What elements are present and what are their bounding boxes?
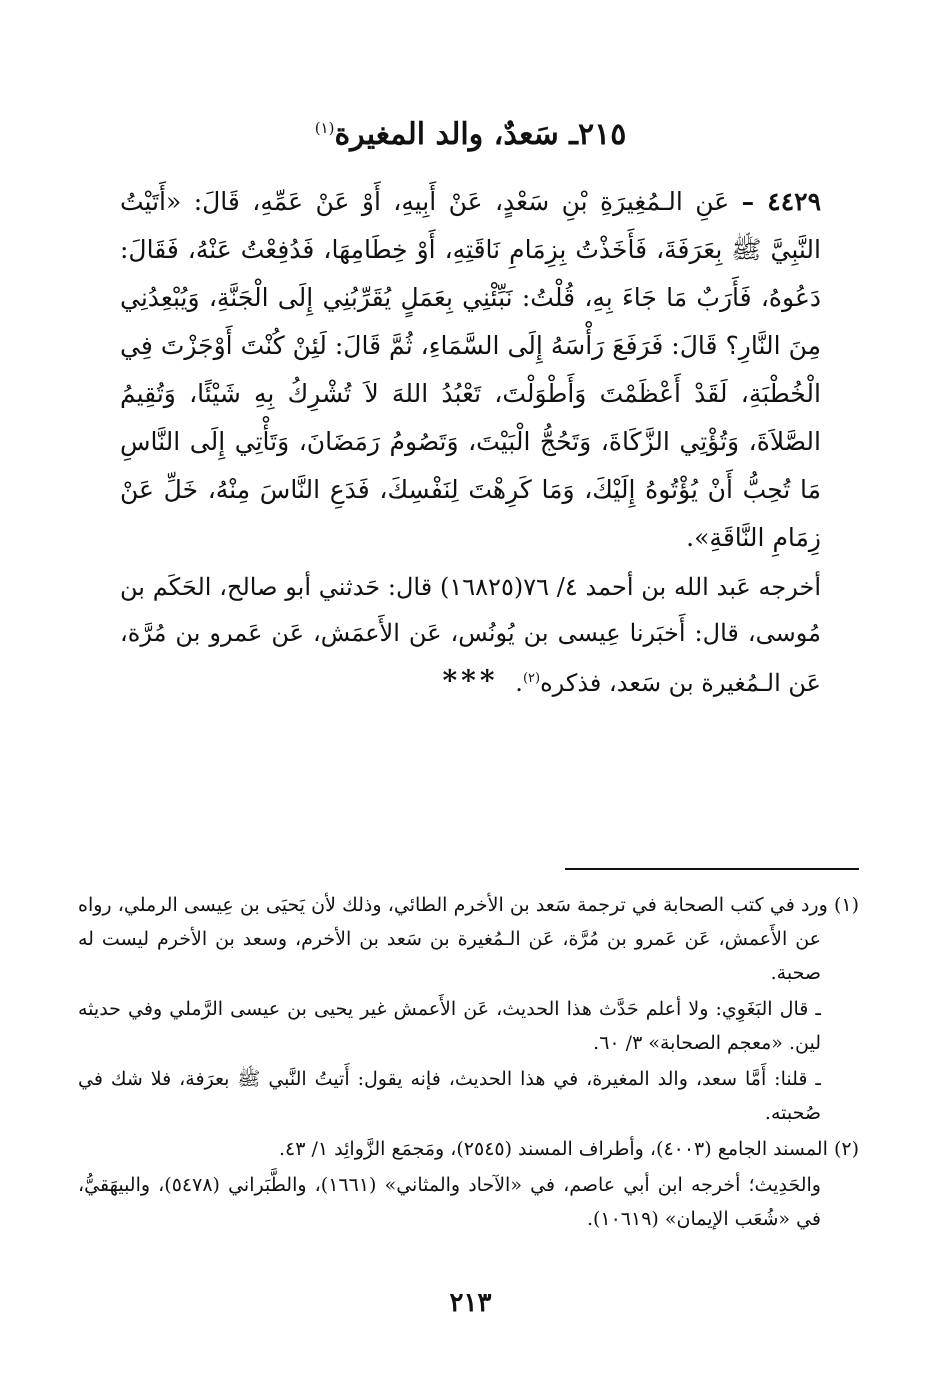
footnote-2-takhrij: والحَدِيث؛ أخرجه ابن أبي عاصم، في «الآحاد والمثاني» (١٦٦١)، والطَّبَراني (٥٤٧٨)، والبيهَقيُّ، في «شُعَب الإيمان» (١٠٦١٩). xyxy=(78,1174,821,1230)
footnote-2-marker: (٢) xyxy=(833,1138,859,1160)
footnote-1-text: ورد في كتب الصحابة في ترجمة سَعد بن الأخرم الطائي، وذلك لأن يَحيَى بن عِيسى الرملي، رواه عن الأَعمش، عَن عَمرو بن مُرَّة، عَن الـمُغيرة بن سَعد بن الأخرم، وسعد بن الأخرم ليست له صحبة. xyxy=(78,894,828,984)
footnotes xyxy=(78,888,859,1238)
chapter-title-text: ٢١٥ـ سَعدٌ، والد المغيرة xyxy=(334,117,627,152)
footnote-2-text: المسند الجامع (٤٠٠٣)، وأطراف المسند (٢٥٤٥)، ومَجمَع الزَّوائِد ١/ ٤٣. xyxy=(278,1138,828,1160)
hadith-paragraph xyxy=(120,178,821,562)
source-text: أخرجه عَبد الله بن أحمد ٤/ ٧٦(١٦٨٢٥) قال: حَدثني أبو صالح، الحَكَم بن مُوسى، قال: أَخبَرنا عِيسى بن يُونُس، عَن الأَعمَش، عَن عَمرو بن مُرَّة، عَن الـمُغيرة بن سَعد، فذكره xyxy=(120,573,821,697)
source-footnote-ref: (٢) xyxy=(522,671,541,686)
section-separator: *** xyxy=(442,664,499,697)
main-text xyxy=(120,178,821,706)
source-end: . xyxy=(515,669,523,697)
chapter-title xyxy=(0,108,941,155)
footnote-1-baghawi: ـ قال البَغَوِي: ولا أعلم حَدَّث هذا الحديث، عَن الأَعمش غير يحيى بن عيسى الرَّملي وفي حديثه لين. «معجم الصحابة» ٣/ ٦٠. xyxy=(78,998,821,1054)
title-footnote-ref: (١) xyxy=(314,119,335,137)
hadith-number: ٤٤٢٩ – xyxy=(741,187,821,216)
footnote-rule xyxy=(565,868,859,870)
page-number: ٢١٣ xyxy=(449,1288,492,1318)
footnote-1-marker: (١) xyxy=(833,894,860,916)
footnote-1 xyxy=(78,888,859,990)
footnote-2 xyxy=(78,1132,859,1166)
hadith-text: عَنِ الـمُغِيرَةِ بْنِ سَعْدٍ، عَنْ أَبِيهِ، أَوْ عَنْ عَمِّهِ، قَالَ: «أَتَيْتُ النَّبِيَّ ﷺ بِعَرَفَةَ، فَأَخَذْتُ بِزِمَامِ نَاقَتِهِ، أَوْ خِطَامِهَا، فَدُفِعْتُ عَنْهُ، فَقَالَ: دَعُوهُ، فَأَرَبٌ مَا جَاءَ بِهِ، قُلْتُ: نَبِّئْنِي بِعَمَلٍ يُقَرِّبُنِي إِلَى الْجَنَّةِ، وَيُبْعِدُنِي مِنَ النَّارِ؟ قَالَ: فَرَفَعَ رَأْسَهُ إِلَى السَّمَاءِ، ثُمَّ قَالَ: لَئِنْ كُنْتَ أَوْجَزْتَ فِي الْخُطْبَةِ، لَقَدْ أَعْظَمْتَ وَأَطْوَلْتَ، تَعْبُدُ اللهَ لاَ تُشْرِكُ بِهِ شَيْئًا، وَتُقِيمُ الصَّلاَةَ، وَتُؤْتِي الزَّكَاةَ، وَتَحُجُّ الْبَيْتَ، وَتَصُومُ رَمَضَانَ، وَتَأْتِي إِلَى النَّاسِ مَا تُحِبُّ أَنْ يُؤْتُوهُ إِلَيْكَ، وَمَا كَرِهْتَ لِنَفْسِكَ، فَدَعِ النَّاسَ مِنْهُ، خَلِّ عَنْ زِمَامِ النَّاقَةِ». xyxy=(120,187,821,552)
footnote-1-comment: ـ قلنا: أَمَّا سعد، والد المغيرة، في هذا الحديث، فإنه يقول: أَتيتُ النَّبي ﷺ بعرَفة، فلا شك في صُحبته. xyxy=(78,1068,821,1124)
